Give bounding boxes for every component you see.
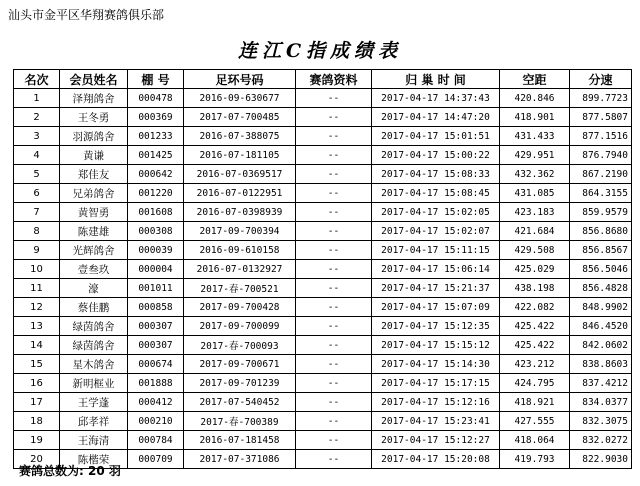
- cell-member-name: 陈楷荣: [60, 450, 128, 469]
- cell-loft-number: 001233: [128, 127, 184, 146]
- cell-rank: 18: [14, 412, 60, 431]
- cell-pigeon-info: --: [296, 203, 372, 222]
- header-distance: 空距: [500, 70, 570, 89]
- cell-rank: 4: [14, 146, 60, 165]
- cell-pigeon-info: --: [296, 184, 372, 203]
- cell-arrival-time: 2017-04-17 15:17:15: [372, 374, 500, 393]
- cell-member-name: 泽翔鸽舍: [60, 89, 128, 108]
- table-row: [14, 298, 632, 317]
- cell-loft-number: 001888: [128, 374, 184, 393]
- cell-arrival-time: 2017-04-17 15:00:22: [372, 146, 500, 165]
- cell-distance: 427.555: [500, 412, 570, 431]
- cell-distance: 431.085: [500, 184, 570, 203]
- table-row: [14, 412, 632, 431]
- table-row: [14, 431, 632, 450]
- cell-rank: 17: [14, 393, 60, 412]
- cell-speed: 856.4828: [570, 279, 632, 298]
- cell-arrival-time: 2017-04-17 15:14:30: [372, 355, 500, 374]
- cell-speed: 822.9030: [570, 450, 632, 469]
- cell-distance: 423.183: [500, 203, 570, 222]
- cell-rank: 13: [14, 317, 60, 336]
- organization-name: 汕头市金平区华翔赛鸽俱乐部: [8, 8, 165, 22]
- cell-ring-number: 2017-09-700671: [184, 355, 296, 374]
- cell-ring-number: 2017-09-701239: [184, 374, 296, 393]
- cell-distance: 418.064: [500, 431, 570, 450]
- cell-speed: 856.8567: [570, 241, 632, 260]
- cell-rank: 20: [14, 450, 60, 469]
- cell-pigeon-info: --: [296, 222, 372, 241]
- cell-distance: 418.921: [500, 393, 570, 412]
- header-ring-number: 足环号码: [184, 70, 296, 89]
- cell-loft-number: 001608: [128, 203, 184, 222]
- table-row: [14, 108, 632, 127]
- table-row: [14, 222, 632, 241]
- table-row: [14, 165, 632, 184]
- cell-member-name: 濠: [60, 279, 128, 298]
- cell-speed: 856.5046: [570, 260, 632, 279]
- results-table: [13, 69, 632, 469]
- cell-distance: 424.795: [500, 374, 570, 393]
- cell-loft-number: 001220: [128, 184, 184, 203]
- cell-ring-number: 2016-07-181458: [184, 431, 296, 450]
- cell-pigeon-info: --: [296, 412, 372, 431]
- cell-distance: 422.082: [500, 298, 570, 317]
- cell-loft-number: 000039: [128, 241, 184, 260]
- header-row: [14, 70, 632, 89]
- header-arrival-time: 归 巢 时 间: [372, 70, 500, 89]
- cell-loft-number: 000308: [128, 222, 184, 241]
- cell-distance: 420.846: [500, 89, 570, 108]
- cell-distance: 425.029: [500, 260, 570, 279]
- cell-speed: 842.0602: [570, 336, 632, 355]
- cell-rank: 1: [14, 89, 60, 108]
- cell-member-name: 黄智勇: [60, 203, 128, 222]
- cell-ring-number: 2017-春-700389: [184, 412, 296, 431]
- cell-loft-number: 000412: [128, 393, 184, 412]
- header-speed: 分速: [570, 70, 632, 89]
- cell-rank: 9: [14, 241, 60, 260]
- header-pigeon-info: 赛鸽资料: [296, 70, 372, 89]
- cell-member-name: 王冬勇: [60, 108, 128, 127]
- cell-ring-number: 2017-07-700485: [184, 108, 296, 127]
- cell-rank: 3: [14, 127, 60, 146]
- cell-speed: 877.1516: [570, 127, 632, 146]
- cell-pigeon-info: --: [296, 355, 372, 374]
- cell-rank: 6: [14, 184, 60, 203]
- cell-loft-number: 000478: [128, 89, 184, 108]
- cell-pigeon-info: --: [296, 374, 372, 393]
- table-row: [14, 146, 632, 165]
- cell-rank: 8: [14, 222, 60, 241]
- cell-ring-number: 2017-春-700521: [184, 279, 296, 298]
- cell-distance: 418.901: [500, 108, 570, 127]
- cell-arrival-time: 2017-04-17 15:08:45: [372, 184, 500, 203]
- cell-speed: 838.8603: [570, 355, 632, 374]
- table-row: [14, 279, 632, 298]
- cell-rank: 12: [14, 298, 60, 317]
- cell-ring-number: 2017-07-371086: [184, 450, 296, 469]
- table-row: [14, 355, 632, 374]
- table-row: [14, 374, 632, 393]
- cell-pigeon-info: --: [296, 393, 372, 412]
- cell-pigeon-info: --: [296, 298, 372, 317]
- cell-arrival-time: 2017-04-17 14:37:43: [372, 89, 500, 108]
- cell-distance: 425.422: [500, 336, 570, 355]
- cell-distance: 421.684: [500, 222, 570, 241]
- cell-rank: 15: [14, 355, 60, 374]
- cell-member-name: 新明框业: [60, 374, 128, 393]
- cell-pigeon-info: --: [296, 241, 372, 260]
- cell-speed: 832.0272: [570, 431, 632, 450]
- table-row: [14, 241, 632, 260]
- cell-rank: 7: [14, 203, 60, 222]
- cell-speed: 846.4520: [570, 317, 632, 336]
- cell-speed: 856.8680: [570, 222, 632, 241]
- cell-member-name: 星木鸽舍: [60, 355, 128, 374]
- header-loft-number: 棚 号: [128, 70, 184, 89]
- cell-pigeon-info: --: [296, 279, 372, 298]
- cell-member-name: 黄谦: [60, 146, 128, 165]
- cell-arrival-time: 2017-04-17 15:02:07: [372, 222, 500, 241]
- table-row: [14, 127, 632, 146]
- table-row: [14, 184, 632, 203]
- cell-ring-number: 2016-07-0122951: [184, 184, 296, 203]
- cell-pigeon-info: --: [296, 450, 372, 469]
- cell-rank: 14: [14, 336, 60, 355]
- cell-arrival-time: 2017-04-17 15:02:05: [372, 203, 500, 222]
- cell-arrival-time: 2017-04-17 15:07:09: [372, 298, 500, 317]
- table-row: [14, 336, 632, 355]
- header-rank: 名次: [14, 70, 60, 89]
- cell-ring-number: 2017-07-540452: [184, 393, 296, 412]
- cell-ring-number: 2016-09-610158: [184, 241, 296, 260]
- cell-ring-number: 2016-07-0398939: [184, 203, 296, 222]
- cell-speed: 864.3155: [570, 184, 632, 203]
- cell-speed: 876.7940: [570, 146, 632, 165]
- cell-rank: 16: [14, 374, 60, 393]
- cell-speed: 899.7723: [570, 89, 632, 108]
- cell-member-name: 陈建雄: [60, 222, 128, 241]
- cell-ring-number: 2017-09-700428: [184, 298, 296, 317]
- cell-member-name: 王学蓬: [60, 393, 128, 412]
- cell-member-name: 郑佳友: [60, 165, 128, 184]
- cell-loft-number: 000674: [128, 355, 184, 374]
- cell-pigeon-info: --: [296, 108, 372, 127]
- cell-loft-number: 000709: [128, 450, 184, 469]
- cell-distance: 438.198: [500, 279, 570, 298]
- cell-loft-number: 000784: [128, 431, 184, 450]
- report-title: 连江C指成绩表: [237, 40, 403, 62]
- header-member-name: 会员姓名: [60, 70, 128, 89]
- cell-loft-number: 000642: [128, 165, 184, 184]
- cell-pigeon-info: --: [296, 127, 372, 146]
- cell-arrival-time: 2017-04-17 15:12:27: [372, 431, 500, 450]
- cell-member-name: 绿茵鸽舍: [60, 336, 128, 355]
- cell-ring-number: 2016-07-0132927: [184, 260, 296, 279]
- cell-loft-number: 000858: [128, 298, 184, 317]
- cell-arrival-time: 2017-04-17 15:08:33: [372, 165, 500, 184]
- cell-rank: 2: [14, 108, 60, 127]
- cell-loft-number: 000004: [128, 260, 184, 279]
- cell-distance: 425.422: [500, 317, 570, 336]
- cell-speed: 832.3075: [570, 412, 632, 431]
- cell-arrival-time: 2017-04-17 14:47:20: [372, 108, 500, 127]
- cell-distance: 419.793: [500, 450, 570, 469]
- cell-arrival-time: 2017-04-17 15:12:35: [372, 317, 500, 336]
- cell-loft-number: 000210: [128, 412, 184, 431]
- cell-arrival-time: 2017-04-17 15:01:51: [372, 127, 500, 146]
- cell-loft-number: 000369: [128, 108, 184, 127]
- cell-distance: 431.433: [500, 127, 570, 146]
- cell-pigeon-info: --: [296, 260, 372, 279]
- cell-speed: 837.4212: [570, 374, 632, 393]
- cell-member-name: 羽源鸽舍: [60, 127, 128, 146]
- cell-rank: 11: [14, 279, 60, 298]
- cell-speed: 848.9902: [570, 298, 632, 317]
- table-row: [14, 317, 632, 336]
- cell-pigeon-info: --: [296, 336, 372, 355]
- cell-pigeon-info: --: [296, 317, 372, 336]
- cell-member-name: 蔡佳鹏: [60, 298, 128, 317]
- table-row: [14, 203, 632, 222]
- cell-rank: 19: [14, 431, 60, 450]
- cell-ring-number: 2016-07-388075: [184, 127, 296, 146]
- cell-rank: 5: [14, 165, 60, 184]
- cell-ring-number: 2017-春-700093: [184, 336, 296, 355]
- cell-distance: 429.951: [500, 146, 570, 165]
- cell-distance: 423.212: [500, 355, 570, 374]
- cell-loft-number: 000307: [128, 317, 184, 336]
- cell-ring-number: 2017-09-700099: [184, 317, 296, 336]
- total-pigeons: 赛鸽总数为: 20 羽: [19, 464, 121, 478]
- cell-pigeon-info: --: [296, 431, 372, 450]
- cell-member-name: 光辉鸽舍: [60, 241, 128, 260]
- cell-member-name: 王海清: [60, 431, 128, 450]
- cell-pigeon-info: --: [296, 146, 372, 165]
- cell-loft-number: 001425: [128, 146, 184, 165]
- cell-arrival-time: 2017-04-17 15:20:08: [372, 450, 500, 469]
- cell-arrival-time: 2017-04-17 15:21:37: [372, 279, 500, 298]
- cell-arrival-time: 2017-04-17 15:06:14: [372, 260, 500, 279]
- cell-member-name: 兄弟鸽舍: [60, 184, 128, 203]
- cell-speed: 867.2190: [570, 165, 632, 184]
- cell-ring-number: 2017-09-700394: [184, 222, 296, 241]
- cell-arrival-time: 2017-04-17 15:23:41: [372, 412, 500, 431]
- table-row: [14, 89, 632, 108]
- cell-pigeon-info: --: [296, 89, 372, 108]
- table-row: [14, 260, 632, 279]
- cell-speed: 877.5807: [570, 108, 632, 127]
- cell-rank: 10: [14, 260, 60, 279]
- cell-arrival-time: 2017-04-17 15:12:16: [372, 393, 500, 412]
- table-row: [14, 393, 632, 412]
- cell-arrival-time: 2017-04-17 15:15:12: [372, 336, 500, 355]
- cell-speed: 834.0377: [570, 393, 632, 412]
- cell-arrival-time: 2017-04-17 15:11:15: [372, 241, 500, 260]
- cell-ring-number: 2016-09-630677: [184, 89, 296, 108]
- cell-member-name: 绿茵鸽舍: [60, 317, 128, 336]
- cell-member-name: 壹叁玖: [60, 260, 128, 279]
- cell-ring-number: 2016-07-181105: [184, 146, 296, 165]
- cell-ring-number: 2016-07-0369517: [184, 165, 296, 184]
- cell-loft-number: 000307: [128, 336, 184, 355]
- cell-speed: 859.9579: [570, 203, 632, 222]
- cell-pigeon-info: --: [296, 165, 372, 184]
- cell-distance: 432.362: [500, 165, 570, 184]
- cell-loft-number: 001011: [128, 279, 184, 298]
- cell-member-name: 邱孝祥: [60, 412, 128, 431]
- cell-distance: 429.508: [500, 241, 570, 260]
